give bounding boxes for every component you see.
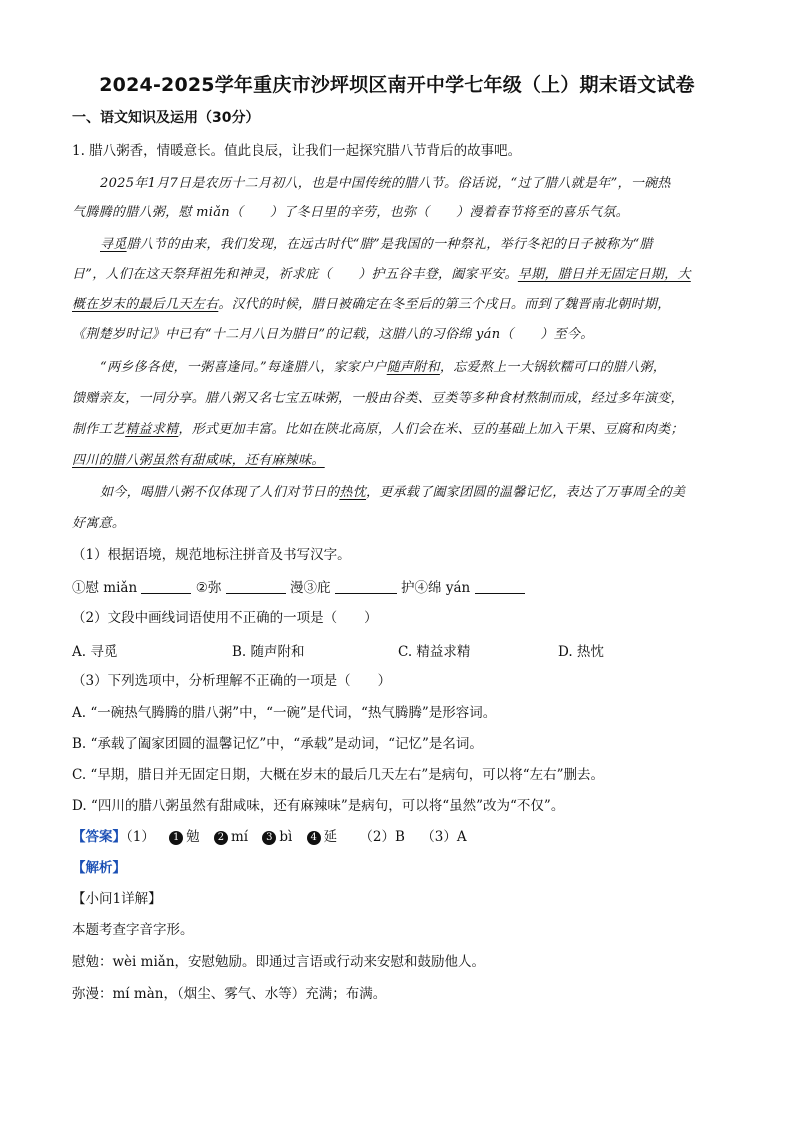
passage-line: 馈赠亲友，一同分享。腊八粥又名七宝五味粥，一般由谷类、豆类等多种食材熬制而成，经过多年演变，: [72, 391, 684, 406]
passage-text: ，忘爱熬上一大锅软糯可口的腊八粥，: [439, 360, 667, 375]
answer-blank[interactable]: [141, 579, 191, 594]
passage-line: 2025年1月7日是农历十二月初八，也是中国传统的腊八节。俗话说，“过了腊八就是年”，一碗热: [100, 176, 671, 191]
circled-number: 4: [307, 831, 321, 845]
passage-line: [72, 451, 732, 471]
answer-item: 勉: [186, 829, 200, 845]
passage-text: 。汉代的时候，腊日被确定在冬至后的第三个戌日。而到了魏晋南北朝时期，: [218, 297, 671, 312]
answer-blank[interactable]: [335, 579, 397, 594]
answer-blank[interactable]: [226, 579, 286, 594]
option-d[interactable]: D. 热忱: [558, 644, 604, 660]
passage-text: ，更承载了阖家团圆的温馨记忆，表达了万事周全的美: [366, 485, 686, 500]
underlined-sentence: 四川的腊八粥虽然有甜咸味，还有麻辣味。: [72, 453, 325, 468]
underlined-sentence: 早期，腊日并无固定日期，大: [517, 267, 691, 282]
fill-label: ①慰 miǎn: [72, 580, 138, 596]
fill-in-line: [72, 578, 732, 598]
passage-line: [72, 295, 732, 315]
option-b[interactable]: B. 随声附和: [232, 644, 305, 660]
option-d[interactable]: D. “四川的腊八粥虽然有甜咸味，还有麻辣味”是病句，可以将“虽然”改为“不仅”。: [72, 798, 565, 814]
answer-item: 延: [323, 829, 338, 845]
underlined-term: 寻觅: [100, 237, 127, 252]
passage-text: 制作工艺: [72, 422, 126, 437]
passage-line: [100, 358, 760, 378]
passage-line: 好寓意。: [72, 516, 126, 531]
passage-line: [72, 420, 732, 440]
passage-text: “两乡侈各使，一粥喜逢同。”每逢腊八，家家户户: [100, 360, 387, 375]
answer-item: bì: [279, 829, 293, 845]
passage-line: [100, 235, 760, 255]
answer-item: mí: [230, 829, 249, 845]
fill-label: 护④绵 yán: [401, 580, 471, 596]
passage-text: 日”，人们在这天祭拜祖先和神灵，祈求庇（ ）护五谷丰登，阖家平安。: [72, 267, 518, 282]
option-c[interactable]: C. “早期，腊日并无固定日期，大概在岁末的最后几天左右”是病句，可以将“左右”删去。: [72, 767, 605, 783]
analysis-line: 弥漫：mí màn，（烟尘、雾气、水等）充满；布满。: [72, 986, 387, 1002]
option-c[interactable]: C. 精益求精: [398, 644, 471, 660]
answer-part: （3）A: [421, 829, 467, 845]
answer-label: 【答案】: [72, 829, 126, 845]
detail-heading: 【小问1详解】: [72, 891, 162, 907]
answer-blank[interactable]: [475, 579, 525, 594]
sub-question-1: （1）根据语境，规范地标注拼音及书写汉字。: [72, 547, 351, 563]
circled-number: 3: [262, 831, 276, 845]
underlined-term: 随声附和: [386, 360, 440, 375]
option-a[interactable]: A. 寻觅: [72, 644, 118, 660]
underlined-term: 精益求精: [125, 422, 179, 437]
underlined-term: 热忱: [339, 485, 367, 500]
passage-line: 《荆楚岁时记》中已有“十二月八日为腊日”的记载，这腊八的习俗绵 yán（ ）至今。: [72, 327, 594, 342]
fill-label: ②弥: [195, 580, 222, 596]
passage-line: [100, 483, 760, 503]
section-heading: 一、语文知识及运用（30分）: [72, 110, 260, 126]
sub-question-3: （3）下列选项中，分析理解不正确的一项是（ ）: [72, 673, 392, 689]
option-b[interactable]: B. “承载了阖家团圆的温馨记忆”中，“承载”是动词，“记忆”是名词。: [72, 736, 483, 752]
circled-number: 1: [169, 831, 183, 845]
passage-line: [72, 265, 732, 285]
analysis-line: 慰勉：wèi miǎn，安慰勉励。即通过言语或行动来安慰和鼓励他人。: [72, 954, 486, 970]
passage-text: 腊八节的由来，我们发现，在远古时代“腊”是我国的一种祭礼，举行冬祀的日子被称为“腊: [126, 237, 653, 252]
option-a[interactable]: A. “一碗热气腾腾的腊八粥”中，“一碗”是代词，“热气腾腾”是形容词。: [72, 705, 497, 721]
passage-text: ，形式更加丰富。比如在陕北高原，人们会在米、豆的基础上加入干果、豆腐和肉类；: [178, 422, 684, 437]
question-1-intro: 1. 腊八粥香，情暖意长。值此良辰，让我们一起探究腊八节背后的故事吧。: [72, 143, 522, 159]
sub-question-2: （2）文段中画线词语使用不正确的一项是（ ）: [72, 610, 378, 626]
analysis-heading: [72, 858, 732, 878]
analysis-line: 本题考查字音字形。: [72, 922, 194, 938]
passage-line: 气腾腾的腊八粥，慰 miǎn（ ）了冬日里的辛劳，也弥（ ）漫着春节将至的喜乐气氛。: [72, 205, 629, 220]
answer-part: （2）B: [359, 829, 405, 845]
exam-title: 2024-2025学年重庆市沙坪坝区南开中学七年级（上）期末语文试卷: [99, 74, 695, 96]
underlined-sentence: 概在岁末的最后几天左右: [72, 297, 219, 312]
fill-label: 漫③庇: [289, 580, 331, 596]
answer-line: [72, 827, 732, 847]
circled-number: 2: [214, 831, 228, 845]
passage-text: 如今，喝腊八粥不仅体现了人们对节日的: [100, 485, 340, 500]
analysis-label: 【解析】: [72, 860, 126, 876]
answer-part: （1）: [126, 829, 155, 845]
